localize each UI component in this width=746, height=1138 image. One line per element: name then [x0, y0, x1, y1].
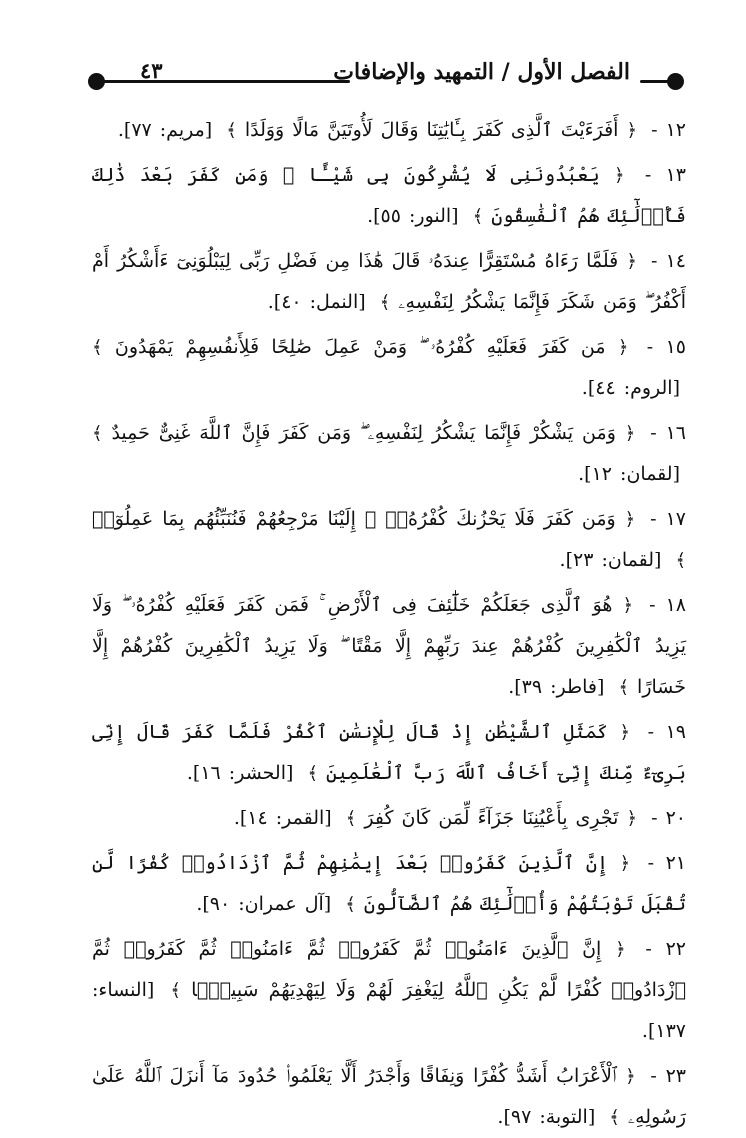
opening-bracket: ﴿: [615, 939, 626, 960]
closing-bracket: ﴾: [609, 1107, 620, 1128]
page-header: [88, 58, 684, 102]
verse-entry-19: [92, 712, 686, 794]
verse-reference: [التوبة: ٩٧].: [497, 1106, 596, 1128]
verse-entry-18: [92, 585, 686, 708]
verse-entry-17: [92, 499, 686, 581]
verse-entry-22: [92, 929, 686, 1052]
verse-reference: [لقمان: ١٢].: [578, 463, 680, 485]
verse-entry-16: [92, 413, 686, 495]
verse-entry-13: [92, 155, 686, 237]
closing-bracket: ﴾: [307, 763, 318, 784]
page-number: ٤٣: [140, 58, 163, 83]
verse-text: ٱلْأَعْرَابُ أَشَدُّ كُفْرًا وَنِفَاقًا وَأَجْدَرُ أَلَّا يَعْلَمُوا۟ حُدُودَ مَآ أَنزَلَ ٱللَّهُ عَلَىٰ رَسُولِهِۦ: [92, 1065, 686, 1128]
verse-reference: [مريم: ٧٧].: [117, 119, 213, 141]
closing-bracket: ﴾: [226, 120, 237, 141]
verse-reference: [الحشر: ١٦].: [186, 762, 294, 784]
entry-number: ٢١ -: [647, 852, 686, 874]
verse-reference: [آل عمران: ٩٠].: [196, 893, 332, 915]
verse-text: مَن كَفَرَ فَعَلَيْهِ كُفْرُهُۥ ۖ وَمَنْ عَمِلَ صَٰلِحًا فَلِأَنفُسِهِمْ يَمْهَدُونَ: [114, 336, 606, 358]
verse-text: وَمَن يَشْكُرْ فَإِنَّمَا يَشْكُرُ لِنَفْسِهِۦ ۖ وَمَن كَفَرَ فَإِنَّ ٱللَّهَ غَنِىٌّ حَمِيدٌ: [111, 422, 616, 444]
opening-bracket: ﴿: [625, 1066, 636, 1087]
opening-bracket: ﴿: [613, 165, 625, 186]
entry-number: ١٣ -: [644, 164, 687, 186]
verse-text: كَمَثَلِ ٱلشَّيْطَٰنِ إِذْ قَالَ لِلْإِنسَٰنِ ٱكْفُرْ فَلَمَّا كَفَرَ قَالَ إِنِّى بَرِىٓءٌ مِّنكَ إِنِّىٓ أَخَافُ ٱللَّهَ رَبَّ ٱلْعَٰلَمِينَ: [92, 721, 686, 784]
verse-reference: [النمل: ٤٠].: [267, 291, 366, 313]
closing-bracket: ﴾: [92, 337, 103, 358]
verse-text: فَلَمَّا رَءَاهُ مُسْتَقِرًّا عِندَهُۥ قَالَ هَٰذَا مِن فَضْلِ رَبِّى لِيَبْلُوَنِىٓ ءَأَشْكُرُ أَمْ أَكْفُرُ ۖ وَمَن شَكَرَ فَإِنَّمَا يَشْكُرُ لِنَفْسِهِۦ: [92, 250, 686, 313]
entry-number: ١٦ -: [650, 422, 686, 444]
opening-bracket: ﴿: [619, 722, 631, 743]
entry-number: ١٧ -: [650, 508, 686, 530]
verse-text: يَعْبُدُونَنِى لَا يُشْرِكُونَ بِى شَيْـًٔا ۚ وَمَن كَفَرَ بَعْدَ ذَٰلِكَ فَأُو۟لَٰٓئِكَ هُمُ ٱلْفَٰسِقُونَ: [92, 164, 686, 227]
verse-text: أَفَرَءَيْتَ ٱلَّذِى كَفَرَ بِـَٔايَٰتِنَا وَقَالَ لَأُوتَيَنَّ مَالًا وَوَلَدًا: [244, 119, 619, 141]
closing-bracket: ﴾: [472, 206, 484, 227]
verse-list: [92, 110, 686, 1138]
closing-bracket: ﴾: [92, 423, 103, 444]
opening-bracket: ﴿: [619, 853, 631, 874]
verse-text: تَجْرِى بِأَعْيُنِنَا جَزَآءً لِّمَن كَانَ كُفِرَ: [364, 807, 619, 829]
entry-number: ٢٢ -: [645, 938, 686, 960]
closing-bracket: ﴾: [345, 894, 356, 915]
opening-bracket: ﴿: [617, 337, 629, 358]
opening-bracket: ﴿: [624, 423, 636, 444]
entry-number: ١٥ -: [646, 336, 686, 358]
entry-number: ١٨ -: [649, 594, 687, 616]
verse-entry-15: [92, 327, 686, 409]
verse-reference: [النور: ٥٥].: [367, 205, 459, 227]
header-right-dot: [667, 73, 684, 90]
entry-number: ١٤ -: [651, 250, 686, 272]
verse-reference: [القمر: ١٤].: [233, 807, 332, 829]
verse-reference: [لقمان: ٢٣].: [559, 549, 662, 571]
verse-entry-20: [92, 798, 686, 839]
verse-entry-12: [92, 110, 686, 151]
verse-text: إِنَّ ٱلَّذِينَ ءَامَنُوا۟ ثُمَّ كَفَرُوا۟ ثُمَّ ءَامَنُوا۟ ثُمَّ كَفَرُوا۟ ثُمَّ ٱزْدَادُوا۟ كُفْرًا لَّمْ يَكُنِ ٱللَّهُ لِيَغْفِرَ لَهُمْ وَلَا لِيَهْدِيَهُمْ سَبِيلًۢا: [92, 938, 686, 1001]
entry-number: ١٢ -: [651, 119, 686, 141]
opening-bracket: ﴿: [626, 808, 638, 829]
entry-number: ٢٠ -: [651, 807, 686, 829]
closing-bracket: ﴾: [675, 550, 686, 571]
verse-entry-21: [92, 843, 686, 925]
opening-bracket: ﴿: [622, 595, 634, 616]
verse-text: إِنَّ ٱلَّذِينَ كَفَرُوا۟ بَعْدَ إِيمَٰنِهِمْ ثُمَّ ٱزْدَادُوا۟ كُفْرًا لَّن تُقْبَلَ تَوْبَتُهُمْ وَأُو۟لَٰٓئِكَ هُمُ ٱلضَّآلُّونَ: [92, 852, 686, 915]
chapter-title: الفصل الأول / التمهيد والإضافات: [333, 59, 630, 85]
verse-entry-23: [92, 1056, 686, 1138]
opening-bracket: ﴿: [626, 120, 638, 141]
entry-number: ١٩ -: [647, 721, 686, 743]
verse-text: هُوَ ٱلَّذِى جَعَلَكُمْ خَلَٰٓئِفَ فِى ٱلْأَرْضِ ۚ فَمَن كَفَرَ فَعَلَيْهِ كُفْرُهُۥ ۖ وَلَا يَزِيدُ ٱلْكَٰفِرِينَ كُفْرُهُمْ عِندَ رَبِّهِمْ إِلَّا مَقْتًا ۖ وَلَا يَزِيدُ ٱلْكَٰفِرِينَ كُفْرُهُمْ إِلَّا خَسَارًا: [92, 594, 686, 698]
closing-bracket: ﴾: [379, 292, 391, 313]
opening-bracket: ﴿: [626, 251, 637, 272]
verse-entry-14: [92, 241, 686, 323]
opening-bracket: ﴿: [624, 509, 636, 530]
verse-reference: [النساء: ١٣٧].: [92, 979, 686, 1042]
verse-reference: [الروم: ٤٤].: [581, 377, 680, 399]
entry-number: ٢٣ -: [650, 1065, 686, 1087]
header-left-rule: [100, 80, 350, 83]
verse-reference: [فاطر: ٣٩].: [508, 676, 605, 698]
closing-bracket: ﴾: [618, 677, 629, 698]
verse-text: وَمَن كَفَرَ فَلَا يَحْزُنكَ كُفْرُهُۥٓ ۚ إِلَيْنَا مَرْجِعُهُمْ فَنُنَبِّئُهُم بِمَا عَمِلُوٓا۟: [92, 508, 616, 530]
closing-bracket: ﴾: [170, 980, 181, 1001]
closing-bracket: ﴾: [345, 808, 357, 829]
